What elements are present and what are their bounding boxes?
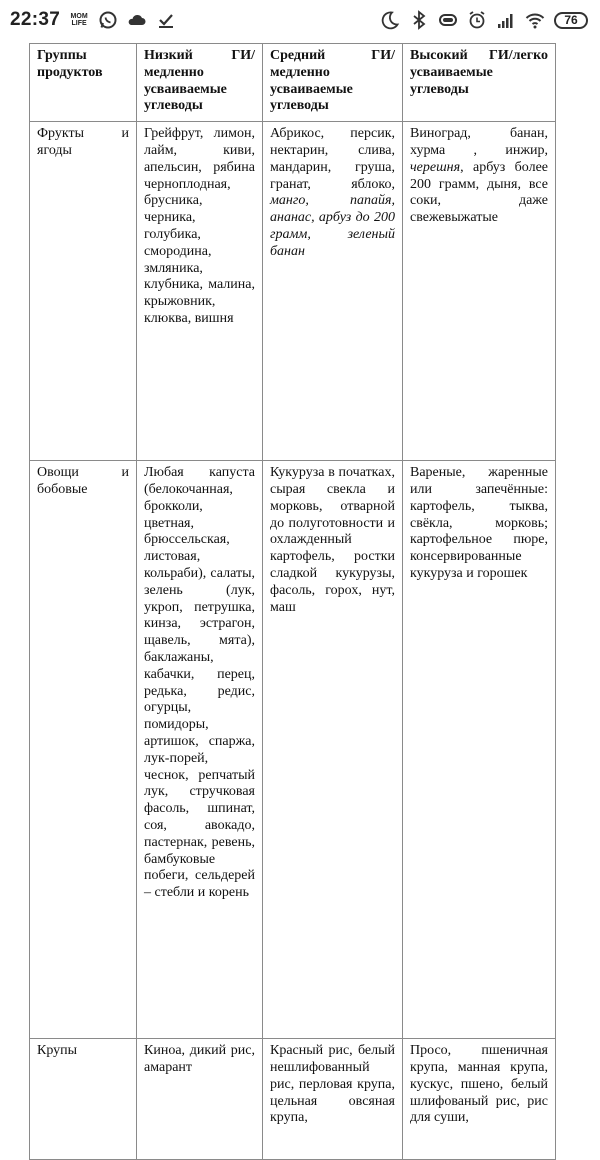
- table-row: [30, 122, 556, 461]
- wifi-icon: [525, 10, 545, 30]
- cell-low-gi: Киноа, дикий рис, амарант: [137, 1039, 263, 1160]
- cell-text: Абрикос, персик, нектарин, слива, мандарин, груша, гранат, яблоко,: [270, 126, 395, 192]
- cell-low-gi: Любая капуста (белокочанная, брокколи, цветная, брюссельская, листовая, кольраби), салаты, зелень (лук, укроп, петрушка, кинза, эстрагон, щавель, мята), баклажаны, кабачки, перец, редька, редис, огурцы, помидоры, артишок, спаржа, лук-порей, чеснок, репчатый лук, стручковая фасоль, шпинат, соя, авокадо, пастернак, ревень, бамбуковые побеги, сельдерей – стебли и корень: [137, 461, 263, 1039]
- header-medium-gi: Средний ГИ/ медленно усваиваемые углеводы: [263, 44, 403, 122]
- cell-high-gi: Вареные, жаренные или запечённые: картофель, тыква, свёкла, морковь; картофельное пюре, консервированные кукуруза и горошек: [403, 461, 556, 1039]
- cell-text-italic: манго, папайя, ананас, арбуз до 200 грамм, зеленый банан: [270, 193, 395, 259]
- cell-text: Виноград, банан, хурма , инжир,: [410, 126, 548, 158]
- moon-icon: [380, 10, 400, 30]
- cell-medium-gi: Красный рис, белый нешлифованный рис, перловая крупа, цельная овсяная крупа,: [263, 1039, 403, 1160]
- download-done-icon: [156, 10, 176, 30]
- table-row: [30, 1039, 556, 1160]
- cell-high-gi: Просо, пшеничная крупа, манная крупа, кускус, пшено, белый шлифованый рис, рис для суши,: [403, 1039, 556, 1160]
- status-left: [10, 9, 176, 31]
- cell-low-gi: Грейфрут, лимон, лайм, киви, апельсин, рябина черноплодная, брусника, черника, голубика, смородина, змляника, клубника, малина, крыжовник, клюква, вишня: [137, 122, 263, 461]
- glycemic-index-table: [29, 43, 556, 1160]
- header-product-groups: Группы продуктов: [30, 44, 137, 122]
- clock: 22:37: [10, 9, 61, 30]
- battery-indicator: 76: [554, 12, 588, 29]
- vibrate-icon: [438, 10, 458, 30]
- mom-life-app-icon: MOM LIFE: [70, 13, 88, 27]
- cell-group: Овощи и бобовые: [30, 461, 137, 1039]
- header-high-gi: Высокий ГИ/легко усваиваемые углеводы: [403, 44, 556, 122]
- status-right: [380, 10, 588, 30]
- status-bar: [0, 0, 600, 40]
- table-row: [30, 461, 556, 1039]
- bluetooth-icon: [409, 10, 429, 30]
- table-header-row: [30, 44, 556, 122]
- cell-text: , арбуз более 200 грамм, дыня, все соки, даже свежевыжатые: [410, 159, 548, 226]
- cell-group: Крупы: [30, 1039, 137, 1160]
- cell-group: Фрукты и ягоды: [30, 122, 137, 461]
- cell-high-gi: [403, 122, 556, 461]
- alarm-icon: [467, 10, 487, 30]
- cell-medium-gi: [263, 122, 403, 461]
- cloud-icon: [127, 10, 147, 30]
- whatsapp-icon: [98, 10, 118, 30]
- signal-icon: [496, 10, 516, 30]
- cell-medium-gi: Кукуруза в початках, сырая свекла и морковь, отварной до полуготовности и охлажденный картофель, ростки сладкой кукурузы, фасоль, горох, нут, маш: [263, 461, 403, 1039]
- cell-text-italic: черешня: [410, 159, 461, 175]
- header-low-gi: Низкий ГИ/ медленно усваиваемые углеводы: [137, 44, 263, 122]
